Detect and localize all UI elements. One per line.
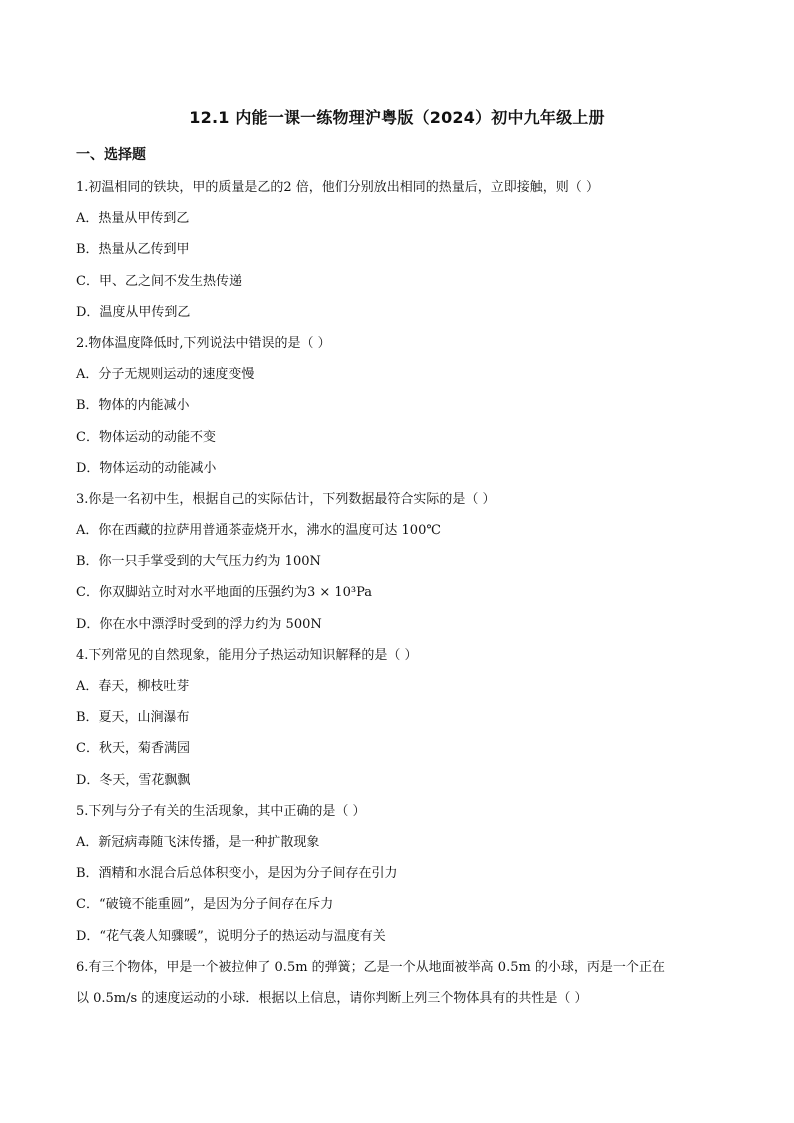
option-b: B．酒精和水混合后总体积变小，是因为分子间存在引力 xyxy=(76,866,398,882)
question-stem: 5.下列与分子有关的生活现象，其中正确的是（ ） xyxy=(76,803,366,819)
question-stem: 2.物体温度降低时,下列说法中错误的是（ ） xyxy=(76,335,331,351)
question-stem: 3.你是一名初中生，根据自己的实际估计，下列数据最符合实际的是（ ） xyxy=(76,491,496,507)
option-b: B．夏天，山涧瀑布 xyxy=(76,710,190,726)
option-a: A．分子无规则运动的速度变慢 xyxy=(76,367,255,383)
question-stem: 4.下列常见的自然现象，能用分子热运动知识解释的是（ ） xyxy=(76,647,418,663)
option-a: A．春天，柳枝吐芽 xyxy=(76,679,190,694)
option-a: A．热量从甲传到乙 xyxy=(76,211,190,227)
question-list xyxy=(76,141,726,1014)
page-title: 12.1 内能一课一练物理沪粤版（2024）初中九年级上册 xyxy=(189,108,605,127)
option-c: C．物体运动的动能不变 xyxy=(76,429,216,445)
question-stem: 1.初温相同的铁块，甲的质量是乙的2 倍，他们分别放出相同的热量后，立即接触，则（ ） xyxy=(76,180,599,195)
option-b: B．热量从乙传到甲 xyxy=(76,242,190,258)
option-c: C．秋天，菊香满园 xyxy=(76,741,190,757)
option-b: B．你一只手掌受到的大气压力约为 100N xyxy=(76,554,321,570)
option-d: D．冬天，雪花飘飘 xyxy=(76,772,191,788)
option-b: B．物体的内能减小 xyxy=(76,398,190,414)
option-d: D．你在水中漂浮时受到的浮力约为 500N xyxy=(76,616,322,632)
question-stem: 6.有三个物体，甲是一个被拉伸了 0.5m 的弹簧；乙是一个从地面被举高 0.5m 的小球，丙是一个正在 xyxy=(76,959,665,975)
option-d: D．温度从甲传到乙 xyxy=(76,304,191,320)
option-d: D．物体运动的动能减小 xyxy=(76,460,217,476)
option-d: D．“花气袭人知骤暖”，说明分子的热运动与温度有关 xyxy=(76,928,386,944)
option-c: C．“破镜不能重圆”，是因为分子间存在斥力 xyxy=(76,897,334,913)
question-stem-continued: 以 0.5m/s 的速度运动的小球．根据以上信息，请你判断上列三个物体具有的共性是（ ） xyxy=(76,990,588,1006)
option-a: A．你在西藏的拉萨用普通茶壶烧开水，沸水的温度可达 100℃ xyxy=(76,523,441,539)
section-heading: 一、选择题 xyxy=(76,147,146,163)
option-a: A．新冠病毒随飞沫传播，是一种扩散现象 xyxy=(76,834,320,850)
option-c: C．甲、乙之间不发生热传递 xyxy=(76,273,242,289)
option-c: C．你双脚站立时对水平地面的压强约为3 × 10³Pa xyxy=(76,585,373,601)
